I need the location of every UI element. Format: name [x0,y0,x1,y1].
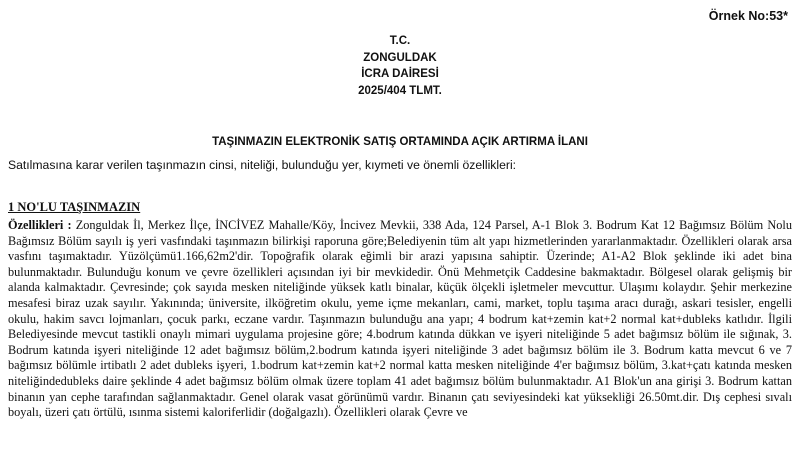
document-header [0,33,800,99]
intro-text: Satılmasına karar verilen taşınmazın cinsi, niteliği, bulunduğu yer, kıymeti ve önemli özellikleri: [8,158,517,172]
features-label: Özellikleri : [8,218,72,232]
sample-number: Örnek No:53* [708,9,788,23]
header-file-number: 2025/404 TLMT. [358,84,442,97]
features-text: Zonguldak İl, Merkez İlçe, İNCİVEZ Mahalle/Köy, İncivez Mevkii, 338 Ada, 124 Parsel, A-1 Blok 3. Bodrum Kat 12 Bağımsız Bölüm Nolu Bağımsız Bölüm sayılı iş yeri vasfındaki taşınmazın bilirkişi raporuna göre;Belediyenin tüm alt yapı hizmetlerinden yararlanmaktadır. Özellikleri olarak arsa vasfını taşımaktadır. Yüzölçümü1.166,62m2'dir. Topoğrafik olarak eğimli bir arazi yapısına sahiptir. Üzerinde; A1-A2 Blok şeklinde iki adet bina bulunmaktadır. Bulunduğu konum ve çevre özellikleri açısından iyi bir mevkidedir. Önü Mehmetçik Caddesine bakmaktadır. Bölgesel olarak gelişmiş bir alanda kalmaktadır. Çevresinde; çok sayıda mesken niteliğinde yüksek katlı binalar, küçük ölçekli işletmeler mevcuttur. Ulaşımı kolaydır. Şehir merkezine mesafesi biraz uzak sayılır. Yakınında; üniversite, ilköğretim okulu, yeme içme mekanları, cami, market, toplu taşıma aracı durağı, askari tesisler, engelli okulu, hakim savcı lojmanları, çocuk parkı, eczane vardır. Taşınmazın bulunduğu ana yapı; 4 bodrum kat+zemin kat+2 normal kat+dubleks katlıdır. İlgili Belediyesinde mevcut tastikli onaylı mimari uygulama projesine göre; 4.bodrum katında dükkan ve işyeri niteliğinde 5 adet bağımsız bölüm ile sığınak, 3. Bodrum katında işyeri niteliğinde 12 adet bağımsız bölüm,2.bodrum katında işyeri niteliğinde 3 adet bağımsız bölüm ile 3. Bodrum katta mevcut 6 ve 7 bağımsız bölümle irtibatlı 2 adet dubleks işyeri, 1.bodrum kat+zemin kat+2 normal katta mesken niteliğinde 4'er bağımsız bölüm, 3.kat+çatı katında mesken niteliğindedubleks daire şeklinde 4 adet bağımsız bölüm olmak üzere toplam 41 adet bağımsız bölüm bulunmaktadır. A1 Blok'un ana girişi 3. Bodrum kattan binanın yan cephe tarafından sağlanmaktadır. Genel olarak vasat görünümü vardır. Binanın çatı seviyesindeki kat yüksekliği 26.50mt.dir. Dış cephesi sıvalı boyalı, üzeri çatı örtülü, ısınma sistemi kaloriferlidir (doğalgazlı). Özellikleri olarak Çevre ve [8,218,792,420]
header-city: ZONGULDAK [363,51,437,64]
header-country: T.C. [389,35,411,47]
property-description [8,218,792,421]
header-office: İCRA DAİRESİ [361,68,439,80]
announcement-title: TAŞINMAZIN ELEKTRONİK SATIŞ ORTAMINDA AÇIK ARTIRMA İLANI [212,136,588,148]
property-title: 1 NO'LU TAŞINMAZIN [8,200,141,214]
